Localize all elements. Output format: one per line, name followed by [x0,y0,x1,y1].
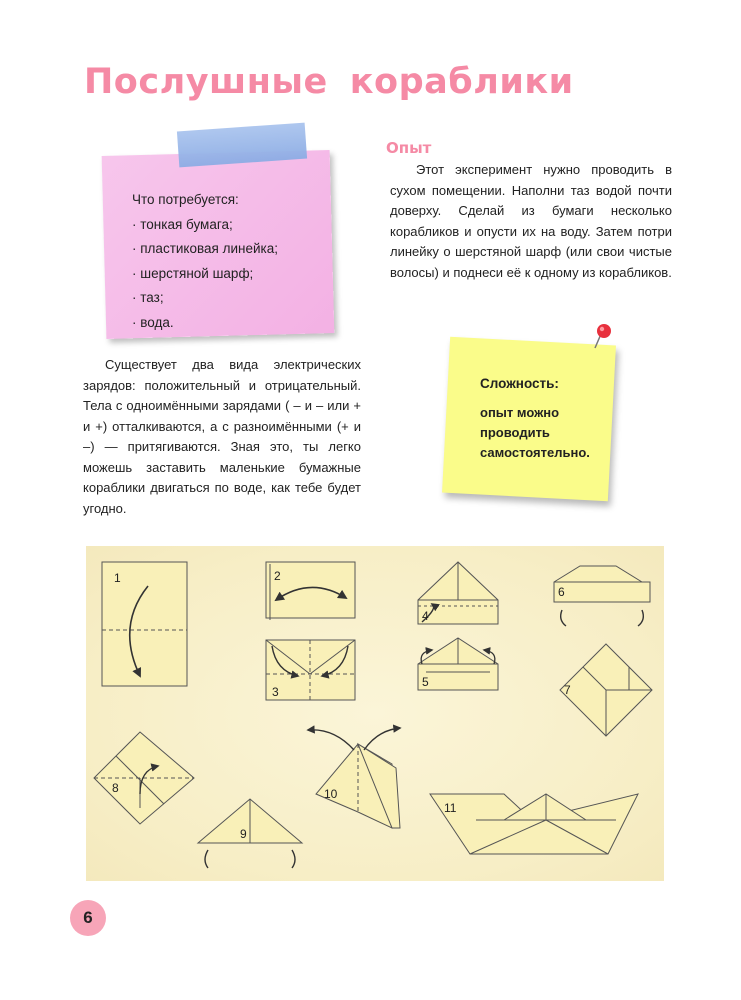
step-label: 9 [240,827,247,841]
page-title: Послушные кораблики [84,62,574,102]
step-label: 1 [114,571,121,585]
step-label: 4 [422,609,429,623]
step-7-diagram [560,644,652,736]
requirements-list [132,188,278,335]
experiment-heading: Опыт [386,139,432,157]
body-paragraph: Существует два вида электрических зарядов: положительный и отрицательный. Тела с одноимёнными зарядами ( – и – или + и +) отталкиваются, а с разноимёнными (+ и –) — притягиваются. Зная это, ты легко можешь заставить маленькие бумажные кораблики двигаться по воде, как тебе будет угодно. [83,357,361,516]
step-5-diagram [418,638,498,690]
difficulty-heading: Сложность: [480,376,559,391]
requirement-item: · пластиковая линейка; [132,241,278,256]
step-label: 11 [444,801,457,815]
step-3-diagram [266,640,355,700]
step-label: 10 [324,787,338,801]
step-4-diagram [418,562,498,624]
step-label: 6 [558,585,565,599]
pushpin-icon [592,322,620,352]
requirement-item: · шерстяной шарф; [132,265,254,281]
experiment-text: Этот эксперимент нужно проводить в сухом помещении. Наполни таз водой почти доверху. Сделай из бумаги несколько корабликов и опусти их на воду. Затем потри линейку о шерстяной шарф (или свои чистые волосы) и поднеси её к одному из корабликов. [390,162,672,280]
step-11-diagram [430,794,638,854]
difficulty-line: самостоятельно. [480,445,590,460]
step-label: 8 [112,781,119,795]
difficulty-block [480,374,590,463]
step-6-diagram [554,566,650,626]
requirement-item: · вода. [132,314,174,330]
step-10-diagram [308,728,400,828]
difficulty-line: проводить [480,425,550,440]
step-label: 7 [564,683,571,697]
step-label: 3 [272,685,279,699]
requirements-heading: Что потребуется: [132,192,239,207]
step-label: 5 [422,675,429,689]
requirement-item: · тонкая бумага; [132,216,233,232]
difficulty-line: опыт можно [480,405,560,420]
page-number: 6 [70,900,106,936]
step-label: 2 [274,569,281,583]
step-9-diagram [198,799,302,868]
step-8-diagram [94,732,194,824]
requirement-item: · таз; [132,290,164,305]
folding-diagram [86,546,664,881]
